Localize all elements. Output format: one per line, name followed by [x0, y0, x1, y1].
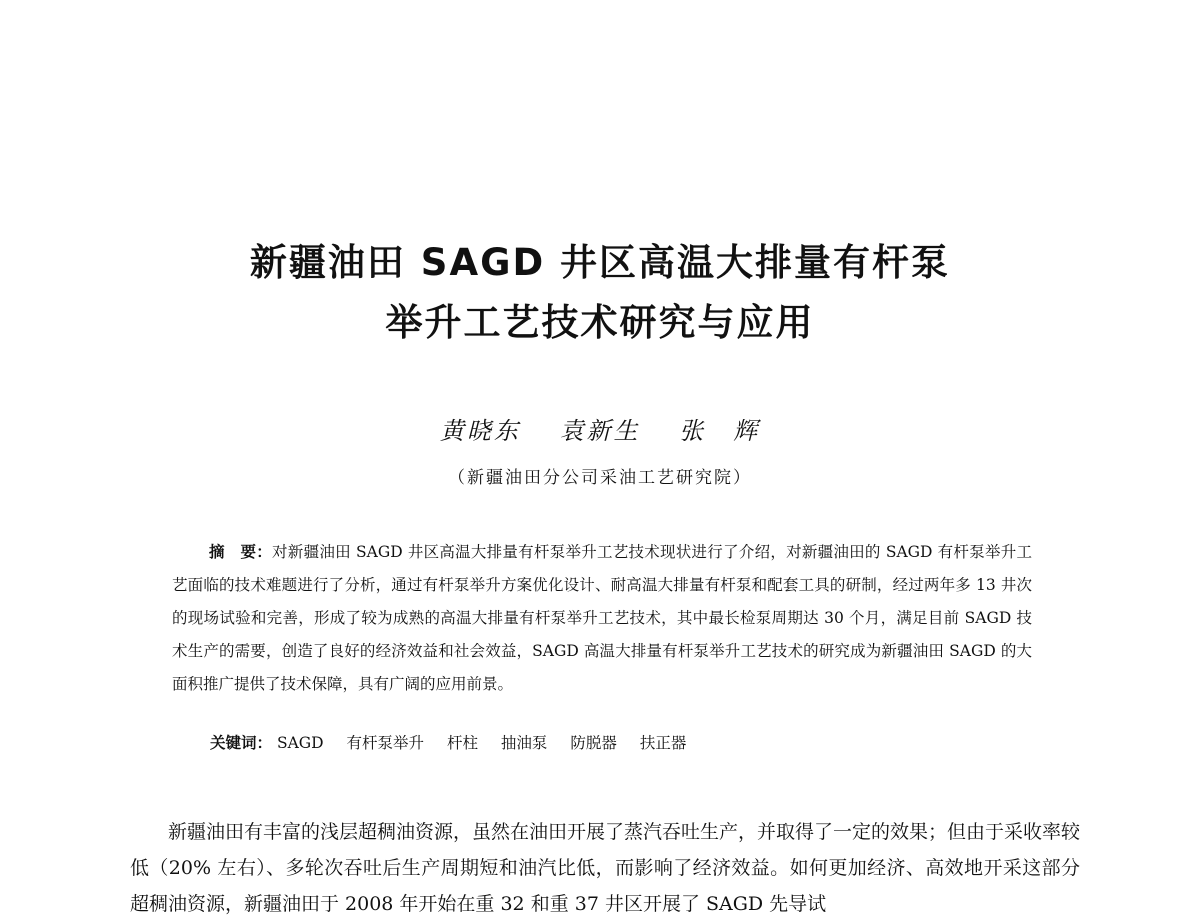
author-name: 袁新生 [559, 417, 641, 445]
author-list [0, 411, 1200, 446]
affiliation: （新疆油田分公司采油工艺研究院） [448, 468, 752, 488]
paper-title-line-2: 举升工艺技术研究与应用 [385, 301, 815, 344]
keyword: 杆柱 [446, 734, 478, 752]
author-name: 黄晓东 [439, 417, 521, 445]
abstract-text: 对新疆油田 SAGD 井区高温大排量有杆泵举升工艺技术现状进行了介绍，对新疆油田的 SAGD 有杆泵举升工艺面临的技术难题进行了分析，通过有杆泵举升方案优化设计、耐高温大排量有杆泵和配套工具的研制，经过两年多 13 井次的现场试验和完善，形成了较为成熟的高温大排量有杆泵举升工艺技术，其中最长检泵周期达 30 个月，满足目前 SAGD 技术生产的需要，创造了良好的经济效益和社会效益，SAGD 高温大排量有杆泵举升工艺技术的研究成为新疆油田 SAGD 的大面积推广提供了技术保障，具有广阔的应用前景。 [172, 543, 1032, 693]
keyword: 有杆泵举升 [346, 734, 425, 752]
keyword: 防脱器 [570, 734, 617, 752]
keyword: 抽油泵 [500, 734, 548, 752]
keyword: 扶正器 [639, 734, 687, 752]
author-name: 张 辉 [679, 417, 761, 445]
keyword: SAGD [276, 734, 324, 752]
keywords [210, 731, 1030, 755]
paper-title-line-1: 新疆油田 SAGD 井区高温大排量有杆泵 [249, 241, 951, 284]
abstract [172, 535, 1032, 701]
abstract-label: 摘 要： [209, 542, 273, 561]
body-paragraph: 新疆油田有丰富的浅层超稠油资源，虽然在油田开展了蒸汽吞吐生产，并取得了一定的效果；但由于采收率较低（20% 左右）、多轮次吞吐后生产周期短和油汽比低，而影响了经济效益。如何更加经济、高效地开采这部分超稠油资源，新疆油田于 2008 年开始在重 32 和重 37 井区开展了 SAGD 先导试 [130, 821, 1081, 915]
keywords-label: 关键词： [210, 733, 273, 752]
